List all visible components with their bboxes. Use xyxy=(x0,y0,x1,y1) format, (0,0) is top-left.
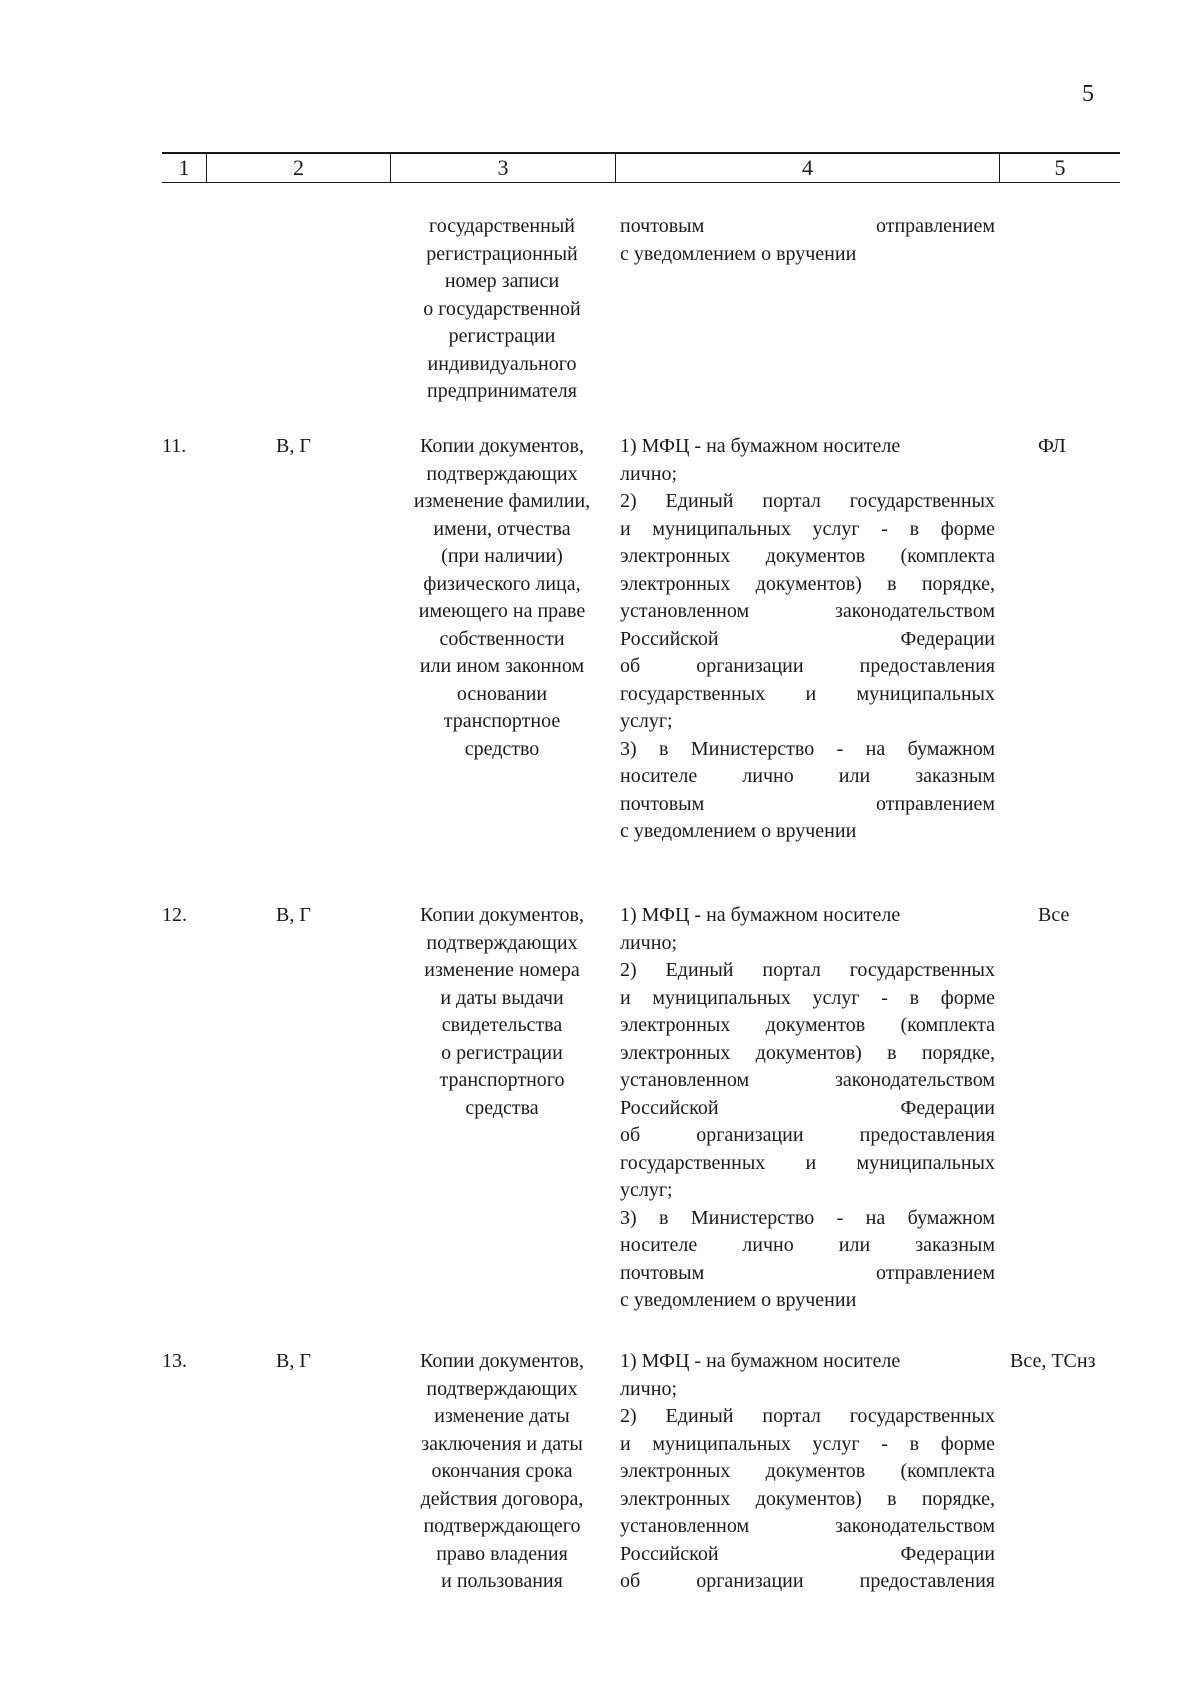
text-line: (при наличии) xyxy=(441,545,563,567)
text-line: установленном законодательством xyxy=(620,1069,995,1091)
text-line: электронных документов (комплекта xyxy=(620,1014,995,1036)
text-line: имеющего на праве xyxy=(418,600,586,622)
category-cell: В, Г xyxy=(276,904,311,926)
applicant-type-cell: ФЛ xyxy=(1038,435,1066,457)
text-line: электронных документов) в порядке, xyxy=(620,572,995,595)
submission-method-cell xyxy=(620,902,995,1315)
text-line: 1) МФЦ - на бумажном носителе xyxy=(620,435,901,457)
applicant-type-cell: Все xyxy=(1038,904,1070,926)
text-line: и пользования xyxy=(441,1570,563,1592)
text-line: установленном законодательством xyxy=(620,1515,995,1537)
header-col-4: 4 xyxy=(802,155,813,180)
text-line: заключения и даты xyxy=(421,1432,583,1455)
submission-method-cell xyxy=(620,1348,995,1596)
text-line: электронных документов (комплекта xyxy=(620,545,995,567)
header-col-5: 5 xyxy=(1054,155,1066,180)
text-line: 1) МФЦ - на бумажном носителе xyxy=(620,904,901,926)
header-top-rule xyxy=(162,152,1120,154)
text-line: носителе лично или заказным xyxy=(620,1234,995,1256)
text-line: номер записи xyxy=(444,270,560,292)
text-line: право владения xyxy=(436,1542,568,1565)
text-line: с уведомлением о вручении xyxy=(620,242,857,265)
text-line: об организации предоставления xyxy=(620,655,995,677)
text-line: лично; xyxy=(620,462,678,485)
text-line: и даты выдачи xyxy=(440,986,564,1009)
text-line: изменение номера xyxy=(424,959,580,981)
text-line: изменение фамилии, xyxy=(413,490,591,512)
text-line: действия договора, xyxy=(420,1487,584,1510)
text-line: 2) Единый портал государственных xyxy=(620,959,995,981)
text-line: или ином законном xyxy=(419,655,585,677)
text-line: об организации предоставления xyxy=(620,1124,995,1146)
text-line: окончания срока xyxy=(431,1460,573,1482)
text-line: имени, отчества xyxy=(433,517,571,540)
row-number: 12. xyxy=(162,904,187,926)
text-line: электронных документов) в порядке, xyxy=(620,1041,995,1064)
applicant-type-cell: Все, ТСнз xyxy=(1010,1350,1096,1372)
text-line: лично; xyxy=(620,931,678,954)
text-line: электронных документов) в порядке, xyxy=(620,1487,995,1510)
text-line: средство xyxy=(464,737,540,760)
text-line: носителе лично или заказным xyxy=(620,765,995,787)
text-line: транспортного xyxy=(439,1069,565,1091)
text-line: подтверждающих xyxy=(426,931,578,954)
text-line: лично; xyxy=(620,1377,678,1400)
category-cell: В, Г xyxy=(276,1350,311,1372)
text-line: с уведомлением о вручении xyxy=(620,820,857,842)
header-col-3: 3 xyxy=(497,155,509,180)
text-line: почтовым отправлением xyxy=(620,215,995,237)
page-number: 5 xyxy=(1082,81,1094,107)
header-bottom-rule xyxy=(162,182,1120,183)
text-line: и муниципальных услуг - в форме xyxy=(620,517,995,540)
text-line: подтверждающего xyxy=(423,1515,581,1537)
text-line: услуг; xyxy=(620,710,673,732)
text-line: установленном законодательством xyxy=(620,600,995,622)
text-line: и муниципальных услуг - в форме xyxy=(620,1432,995,1455)
text-line: регистрации xyxy=(448,325,556,347)
document-cell xyxy=(392,433,612,763)
text-line: 2) Единый портал государственных xyxy=(620,490,995,512)
submission-method-cell xyxy=(620,433,995,846)
text-line: изменение даты xyxy=(434,1405,570,1427)
text-line: государственный xyxy=(429,215,575,237)
text-line: Российской Федерации xyxy=(620,1096,995,1119)
document-cell xyxy=(392,1348,612,1596)
header-col-2: 2 xyxy=(293,155,304,180)
text-line: Копии документов, xyxy=(420,904,584,926)
text-line: 3) в Министерство - на бумажном xyxy=(620,737,995,760)
text-line: почтовым отправлением xyxy=(620,792,995,815)
continuation-method-cell xyxy=(620,213,995,268)
document-cell xyxy=(392,902,612,1122)
text-line: с уведомлением о вручении xyxy=(620,1289,857,1311)
text-line: об организации предоставления xyxy=(620,1570,995,1592)
text-line: предпринимателя xyxy=(427,380,577,402)
text-line: Копии документов, xyxy=(420,435,584,457)
text-line: подтверждающих xyxy=(426,462,578,485)
text-line: физического лица, xyxy=(423,572,581,595)
row-number: 11. xyxy=(162,435,187,457)
text-line: государственных и муниципальных xyxy=(620,1151,995,1174)
continuation-document-cell xyxy=(392,213,612,406)
text-line: Копии документов, xyxy=(420,1350,584,1372)
text-line: индивидуального xyxy=(427,352,577,375)
text-line: Российской Федерации xyxy=(620,627,995,650)
text-line: электронных документов (комплекта xyxy=(620,1460,995,1482)
text-line: Российской Федерации xyxy=(620,1542,995,1565)
text-line: услуг; xyxy=(620,1179,673,1201)
text-line: средства xyxy=(465,1096,539,1119)
text-line: подтверждающих xyxy=(426,1377,578,1400)
text-line: основании xyxy=(456,682,548,705)
text-line: собственности xyxy=(439,627,565,650)
row-number: 13. xyxy=(162,1350,187,1372)
text-line: почтовым отправлением xyxy=(620,1261,995,1284)
text-line: 2) Единый портал государственных xyxy=(620,1405,995,1427)
text-line: 1) МФЦ - на бумажном носителе xyxy=(620,1350,901,1372)
category-cell: В, Г xyxy=(276,435,311,457)
text-line: и муниципальных услуг - в форме xyxy=(620,986,995,1009)
text-line: государственных и муниципальных xyxy=(620,682,995,705)
text-line: регистрационный xyxy=(426,242,578,265)
text-line: о регистрации xyxy=(441,1041,563,1064)
text-line: транспортное xyxy=(443,710,561,732)
text-line: 3) в Министерство - на бумажном xyxy=(620,1206,995,1229)
header-col-1: 1 xyxy=(178,155,190,180)
text-line: о государственной xyxy=(423,297,581,320)
text-line: свидетельства xyxy=(441,1014,563,1036)
